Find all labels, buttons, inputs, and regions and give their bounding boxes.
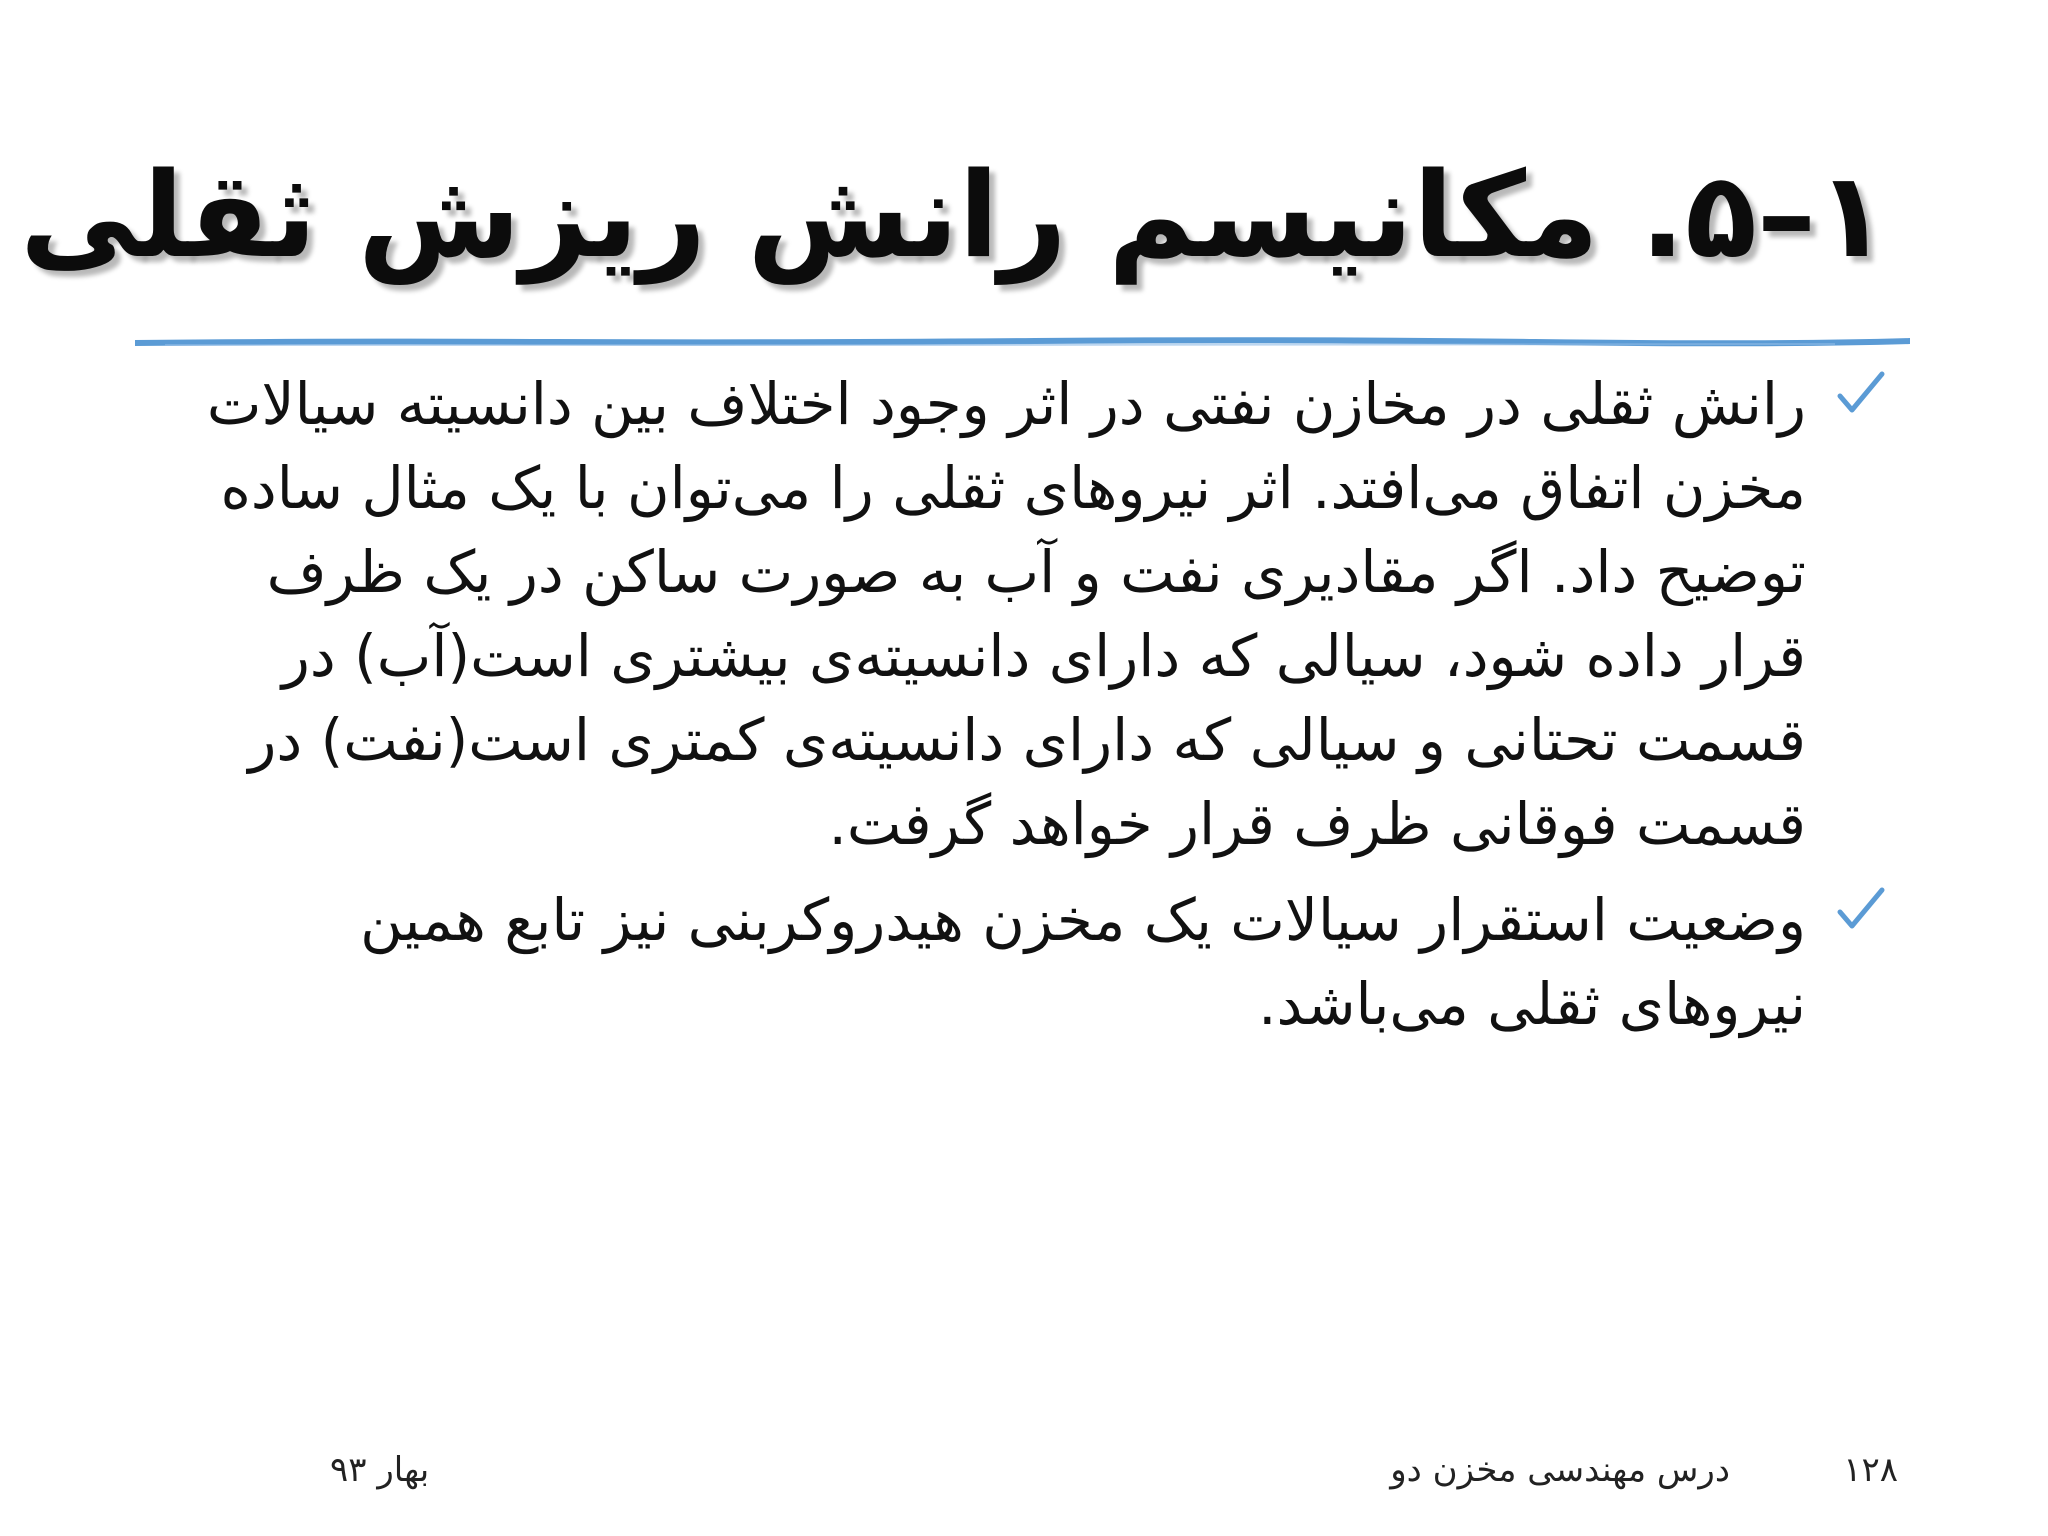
checkmark-icon (1836, 368, 1886, 418)
bullet-item (168, 878, 1848, 1046)
semester-label: بهار ۹۳ (330, 1450, 430, 1490)
bullet-text: وضعیت استقرار سیالات یک مخزن هیدروکربنی نیز تابع همین نیروهای ثقلی می‌باشد. (360, 886, 1806, 1038)
course-name: درس مهندسی مخزن دو (1390, 1450, 1730, 1490)
bullet-item (168, 362, 1848, 866)
slide-title: ۱–۵. مکانیسم رانش ریزش ثقلی (19, 146, 1888, 284)
title-underline (135, 336, 1910, 348)
bullet-text: رانش ثقلی در مخازن نفتی در اثر وجود اختلاف بین دانسیته سیالات مخزن اتفاق می‌افتد. اثر نیروهای ثقلی را می‌توان با یک مثال ساده توضیح داد. اگر مقادیری نفت و آب به صورت ساکن در یک ظرف قرار داده شود، سیالی که دارای دانسیته‌ی بیشتری است(آب) در قسمت تحتانی و سیالی که دارای دانسیته‌ی کمتری است(نفت) در قسمت فوقانی ظرف قرار خواهد گرفت. (206, 370, 1806, 858)
page-number: ۱۲۸ (1843, 1450, 1898, 1490)
checkmark-icon (1836, 884, 1886, 934)
slide-content (168, 362, 1848, 1058)
